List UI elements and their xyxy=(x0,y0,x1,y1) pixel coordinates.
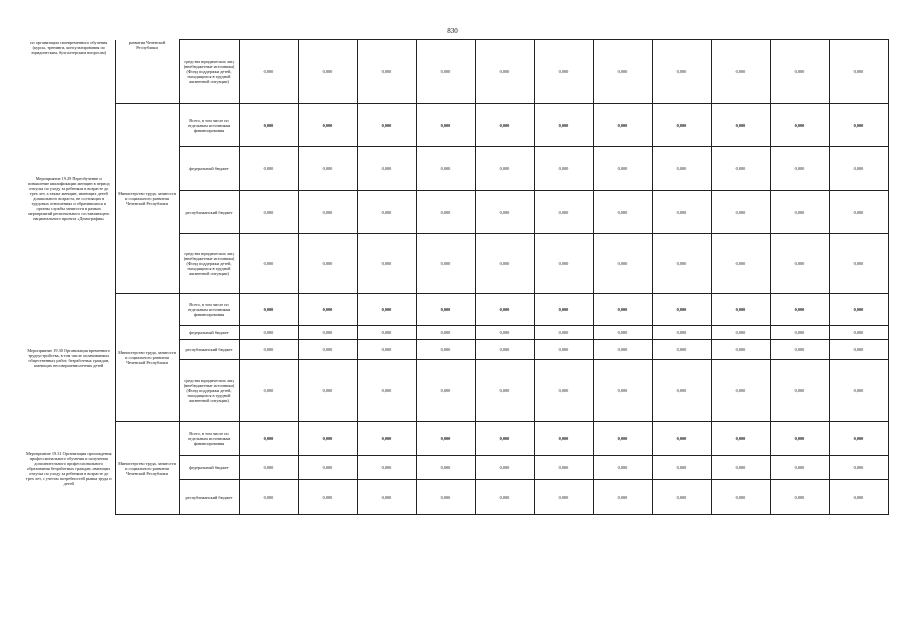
value-cell: 0,000 xyxy=(534,40,593,104)
value-cell: 0,000 xyxy=(593,147,652,191)
value-cell: 0,000 xyxy=(593,326,652,340)
value-cell: 0,000 xyxy=(534,234,593,294)
table-row xyxy=(23,104,888,147)
value-cell: 0,000 xyxy=(239,147,298,191)
value-cell: 0,000 xyxy=(416,147,475,191)
value-cell: 0,000 xyxy=(711,40,770,104)
value-cell: 0,000 xyxy=(357,422,416,456)
value-cell: 0,000 xyxy=(711,422,770,456)
value-cell: 0,000 xyxy=(593,456,652,480)
value-cell: 0,000 xyxy=(770,191,829,234)
value-cell: 0,000 xyxy=(711,480,770,515)
value-cell: 0,000 xyxy=(652,422,711,456)
value-cell: 0,000 xyxy=(770,147,829,191)
value-cell: 0,000 xyxy=(475,360,534,422)
measure-cell: Мероприятие 19.31 Организация прохождения профессионального обучения и получения дополнительного профессионального образования безработных граждан, имеющих отпуска по уходу за ребенком в возрасте до трех лет, с учетом потребностей рынка труда и детей xyxy=(23,422,115,515)
value-cell: 0,000 xyxy=(829,294,888,326)
value-cell: 0,000 xyxy=(475,104,534,147)
value-cell: 0,000 xyxy=(652,456,711,480)
value-cell: 0,000 xyxy=(770,340,829,360)
value-cell: 0,000 xyxy=(475,456,534,480)
value-cell: 0,000 xyxy=(298,326,357,340)
value-cell: 0,000 xyxy=(239,480,298,515)
value-cell: 0,000 xyxy=(357,360,416,422)
value-cell: 0,000 xyxy=(534,104,593,147)
value-cell: 0,000 xyxy=(475,191,534,234)
value-cell: 0,000 xyxy=(475,147,534,191)
value-cell: 0,000 xyxy=(652,191,711,234)
value-cell: 0,000 xyxy=(534,340,593,360)
value-cell: 0,000 xyxy=(475,480,534,515)
value-cell: 0,000 xyxy=(711,326,770,340)
value-cell: 0,000 xyxy=(475,294,534,326)
value-cell: 0,000 xyxy=(298,104,357,147)
value-cell: 0,000 xyxy=(770,294,829,326)
value-cell: 0,000 xyxy=(770,360,829,422)
value-cell: 0,000 xyxy=(357,480,416,515)
value-cell: 0,000 xyxy=(357,294,416,326)
value-cell: 0,000 xyxy=(475,422,534,456)
value-cell: 0,000 xyxy=(534,360,593,422)
value-cell: 0,000 xyxy=(416,294,475,326)
value-cell: 0,000 xyxy=(239,234,298,294)
value-cell: 0,000 xyxy=(239,40,298,104)
value-cell: 0,000 xyxy=(652,480,711,515)
value-cell: 0,000 xyxy=(652,340,711,360)
value-cell: 0,000 xyxy=(593,340,652,360)
value-cell: 0,000 xyxy=(829,234,888,294)
value-cell: 0,000 xyxy=(416,340,475,360)
value-cell: 0,000 xyxy=(534,147,593,191)
value-cell: 0,000 xyxy=(711,340,770,360)
value-cell: 0,000 xyxy=(357,147,416,191)
measure-cell: Мероприятие 19.30 Организация временного трудоустройства, в том числе оплачиваемых общественных работ, безработных граждан, имеющих несовершеннолетних детей xyxy=(23,294,115,422)
value-cell: 0,000 xyxy=(770,456,829,480)
funding-source-cell: республиканский бюджет xyxy=(179,191,239,234)
table-row xyxy=(23,294,888,326)
value-cell: 0,000 xyxy=(475,326,534,340)
value-cell: 0,000 xyxy=(652,104,711,147)
value-cell: 0,000 xyxy=(239,422,298,456)
value-cell: 0,000 xyxy=(770,422,829,456)
value-cell: 0,000 xyxy=(357,234,416,294)
funding-source-cell: средства юридических лиц (внебюджетные источники) (Фонд поддержки детей, находящихся в трудной жизненной ситуации) xyxy=(179,234,239,294)
value-cell: 0,000 xyxy=(239,456,298,480)
value-cell: 0,000 xyxy=(829,40,888,104)
value-cell: 0,000 xyxy=(593,40,652,104)
measure-cell: Мероприятие 19.29 Переобучение и повышение квалификации женщин в период отпуска по уходу за ребенком в возрасте до трех лет, а также женщин, имеющих детей дошкольного возраста, не состоящих в трудовых отношениях и обратившихся в органы службы занятости в рамках мероприятий регионального составляющего национального проекта «Демография» xyxy=(23,104,115,294)
value-cell: 0,000 xyxy=(239,294,298,326)
table-row xyxy=(23,422,888,456)
value-cell: 0,000 xyxy=(593,422,652,456)
value-cell: 0,000 xyxy=(770,480,829,515)
value-cell: 0,000 xyxy=(770,326,829,340)
value-cell: 0,000 xyxy=(534,456,593,480)
funding-source-cell: республиканский бюджет xyxy=(179,480,239,515)
executor-cell: Министерство труда, занятости и социального развития Чеченской Республики xyxy=(115,294,179,422)
value-cell: 0,000 xyxy=(829,360,888,422)
value-cell: 0,000 xyxy=(475,234,534,294)
value-cell: 0,000 xyxy=(298,480,357,515)
budget-table-sheet xyxy=(23,39,889,515)
value-cell: 0,000 xyxy=(652,40,711,104)
value-cell: 0,000 xyxy=(593,360,652,422)
value-cell: 0,000 xyxy=(416,456,475,480)
value-cell: 0,000 xyxy=(711,294,770,326)
value-cell: 0,000 xyxy=(829,147,888,191)
value-cell: 0,000 xyxy=(770,40,829,104)
executor-cell: Министерство труда, занятости и социального развития Чеченской Республики xyxy=(115,422,179,515)
table-body xyxy=(23,40,888,515)
value-cell: 0,000 xyxy=(829,480,888,515)
measure-cell: по организации своевременного обучения (курсы, тренинги, консультирования по юридическим, бухгалтерским вопросам) xyxy=(23,40,115,104)
funding-source-cell: Всего, в том числе по отдельным источникам финансирования xyxy=(179,422,239,456)
value-cell: 0,000 xyxy=(593,234,652,294)
funding-source-cell: Всего, в том числе по отдельным источникам финансирования xyxy=(179,294,239,326)
funding-source-cell: средства юридических лиц (внебюджетные источники) (Фонд поддержки детей, находящихся в трудной жизненной ситуации) xyxy=(179,360,239,422)
value-cell: 0,000 xyxy=(475,40,534,104)
value-cell: 0,000 xyxy=(416,40,475,104)
value-cell: 0,000 xyxy=(711,104,770,147)
value-cell: 0,000 xyxy=(239,326,298,340)
value-cell: 0,000 xyxy=(652,326,711,340)
value-cell: 0,000 xyxy=(357,456,416,480)
value-cell: 0,000 xyxy=(652,360,711,422)
value-cell: 0,000 xyxy=(829,456,888,480)
value-cell: 0,000 xyxy=(357,340,416,360)
value-cell: 0,000 xyxy=(652,294,711,326)
value-cell: 0,000 xyxy=(298,360,357,422)
value-cell: 0,000 xyxy=(770,234,829,294)
value-cell: 0,000 xyxy=(298,294,357,326)
value-cell: 0,000 xyxy=(357,40,416,104)
value-cell: 0,000 xyxy=(239,191,298,234)
value-cell: 0,000 xyxy=(829,422,888,456)
value-cell: 0,000 xyxy=(593,480,652,515)
value-cell: 0,000 xyxy=(593,294,652,326)
value-cell: 0,000 xyxy=(416,422,475,456)
value-cell: 0,000 xyxy=(357,326,416,340)
value-cell: 0,000 xyxy=(416,326,475,340)
funding-source-cell: Всего, в том числе по отдельным источникам финансирования xyxy=(179,104,239,147)
value-cell: 0,000 xyxy=(829,104,888,147)
executor-cell: развития Чеченской Республики xyxy=(115,40,179,104)
value-cell: 0,000 xyxy=(298,456,357,480)
value-cell: 0,000 xyxy=(829,191,888,234)
value-cell: 0,000 xyxy=(357,191,416,234)
value-cell: 0,000 xyxy=(298,340,357,360)
value-cell: 0,000 xyxy=(416,191,475,234)
value-cell: 0,000 xyxy=(770,104,829,147)
value-cell: 0,000 xyxy=(829,340,888,360)
value-cell: 0,000 xyxy=(534,326,593,340)
value-cell: 0,000 xyxy=(534,422,593,456)
value-cell: 0,000 xyxy=(416,104,475,147)
value-cell: 0,000 xyxy=(652,147,711,191)
value-cell: 0,000 xyxy=(416,360,475,422)
funding-source-cell: федеральный бюджет xyxy=(179,147,239,191)
value-cell: 0,000 xyxy=(298,422,357,456)
value-cell: 0,000 xyxy=(534,191,593,234)
value-cell: 0,000 xyxy=(239,340,298,360)
value-cell: 0,000 xyxy=(534,294,593,326)
value-cell: 0,000 xyxy=(416,480,475,515)
value-cell: 0,000 xyxy=(239,104,298,147)
value-cell: 0,000 xyxy=(593,104,652,147)
value-cell: 0,000 xyxy=(416,234,475,294)
funding-source-cell: республиканский бюджет xyxy=(179,340,239,360)
budget-table xyxy=(23,39,889,515)
value-cell: 0,000 xyxy=(711,360,770,422)
value-cell: 0,000 xyxy=(593,191,652,234)
value-cell: 0,000 xyxy=(534,480,593,515)
value-cell: 0,000 xyxy=(711,456,770,480)
value-cell: 0,000 xyxy=(475,340,534,360)
executor-cell: Министерство труда, занятости и социального развития Чеченской Республики xyxy=(115,104,179,294)
value-cell: 0,000 xyxy=(298,234,357,294)
value-cell: 0,000 xyxy=(652,234,711,294)
value-cell: 0,000 xyxy=(239,360,298,422)
value-cell: 0,000 xyxy=(711,147,770,191)
funding-source-cell: федеральный бюджет xyxy=(179,456,239,480)
funding-source-cell: средства юридических лиц (внебюджетные источники) (Фонд поддержки детей, находящихся в трудной жизненной ситуации) xyxy=(179,40,239,104)
value-cell: 0,000 xyxy=(357,104,416,147)
funding-source-cell: федеральный бюджет xyxy=(179,326,239,340)
value-cell: 0,000 xyxy=(298,40,357,104)
page-number: 830 xyxy=(447,27,458,35)
value-cell: 0,000 xyxy=(829,326,888,340)
value-cell: 0,000 xyxy=(711,234,770,294)
value-cell: 0,000 xyxy=(711,191,770,234)
value-cell: 0,000 xyxy=(298,147,357,191)
value-cell: 0,000 xyxy=(298,191,357,234)
table-row xyxy=(23,40,888,104)
